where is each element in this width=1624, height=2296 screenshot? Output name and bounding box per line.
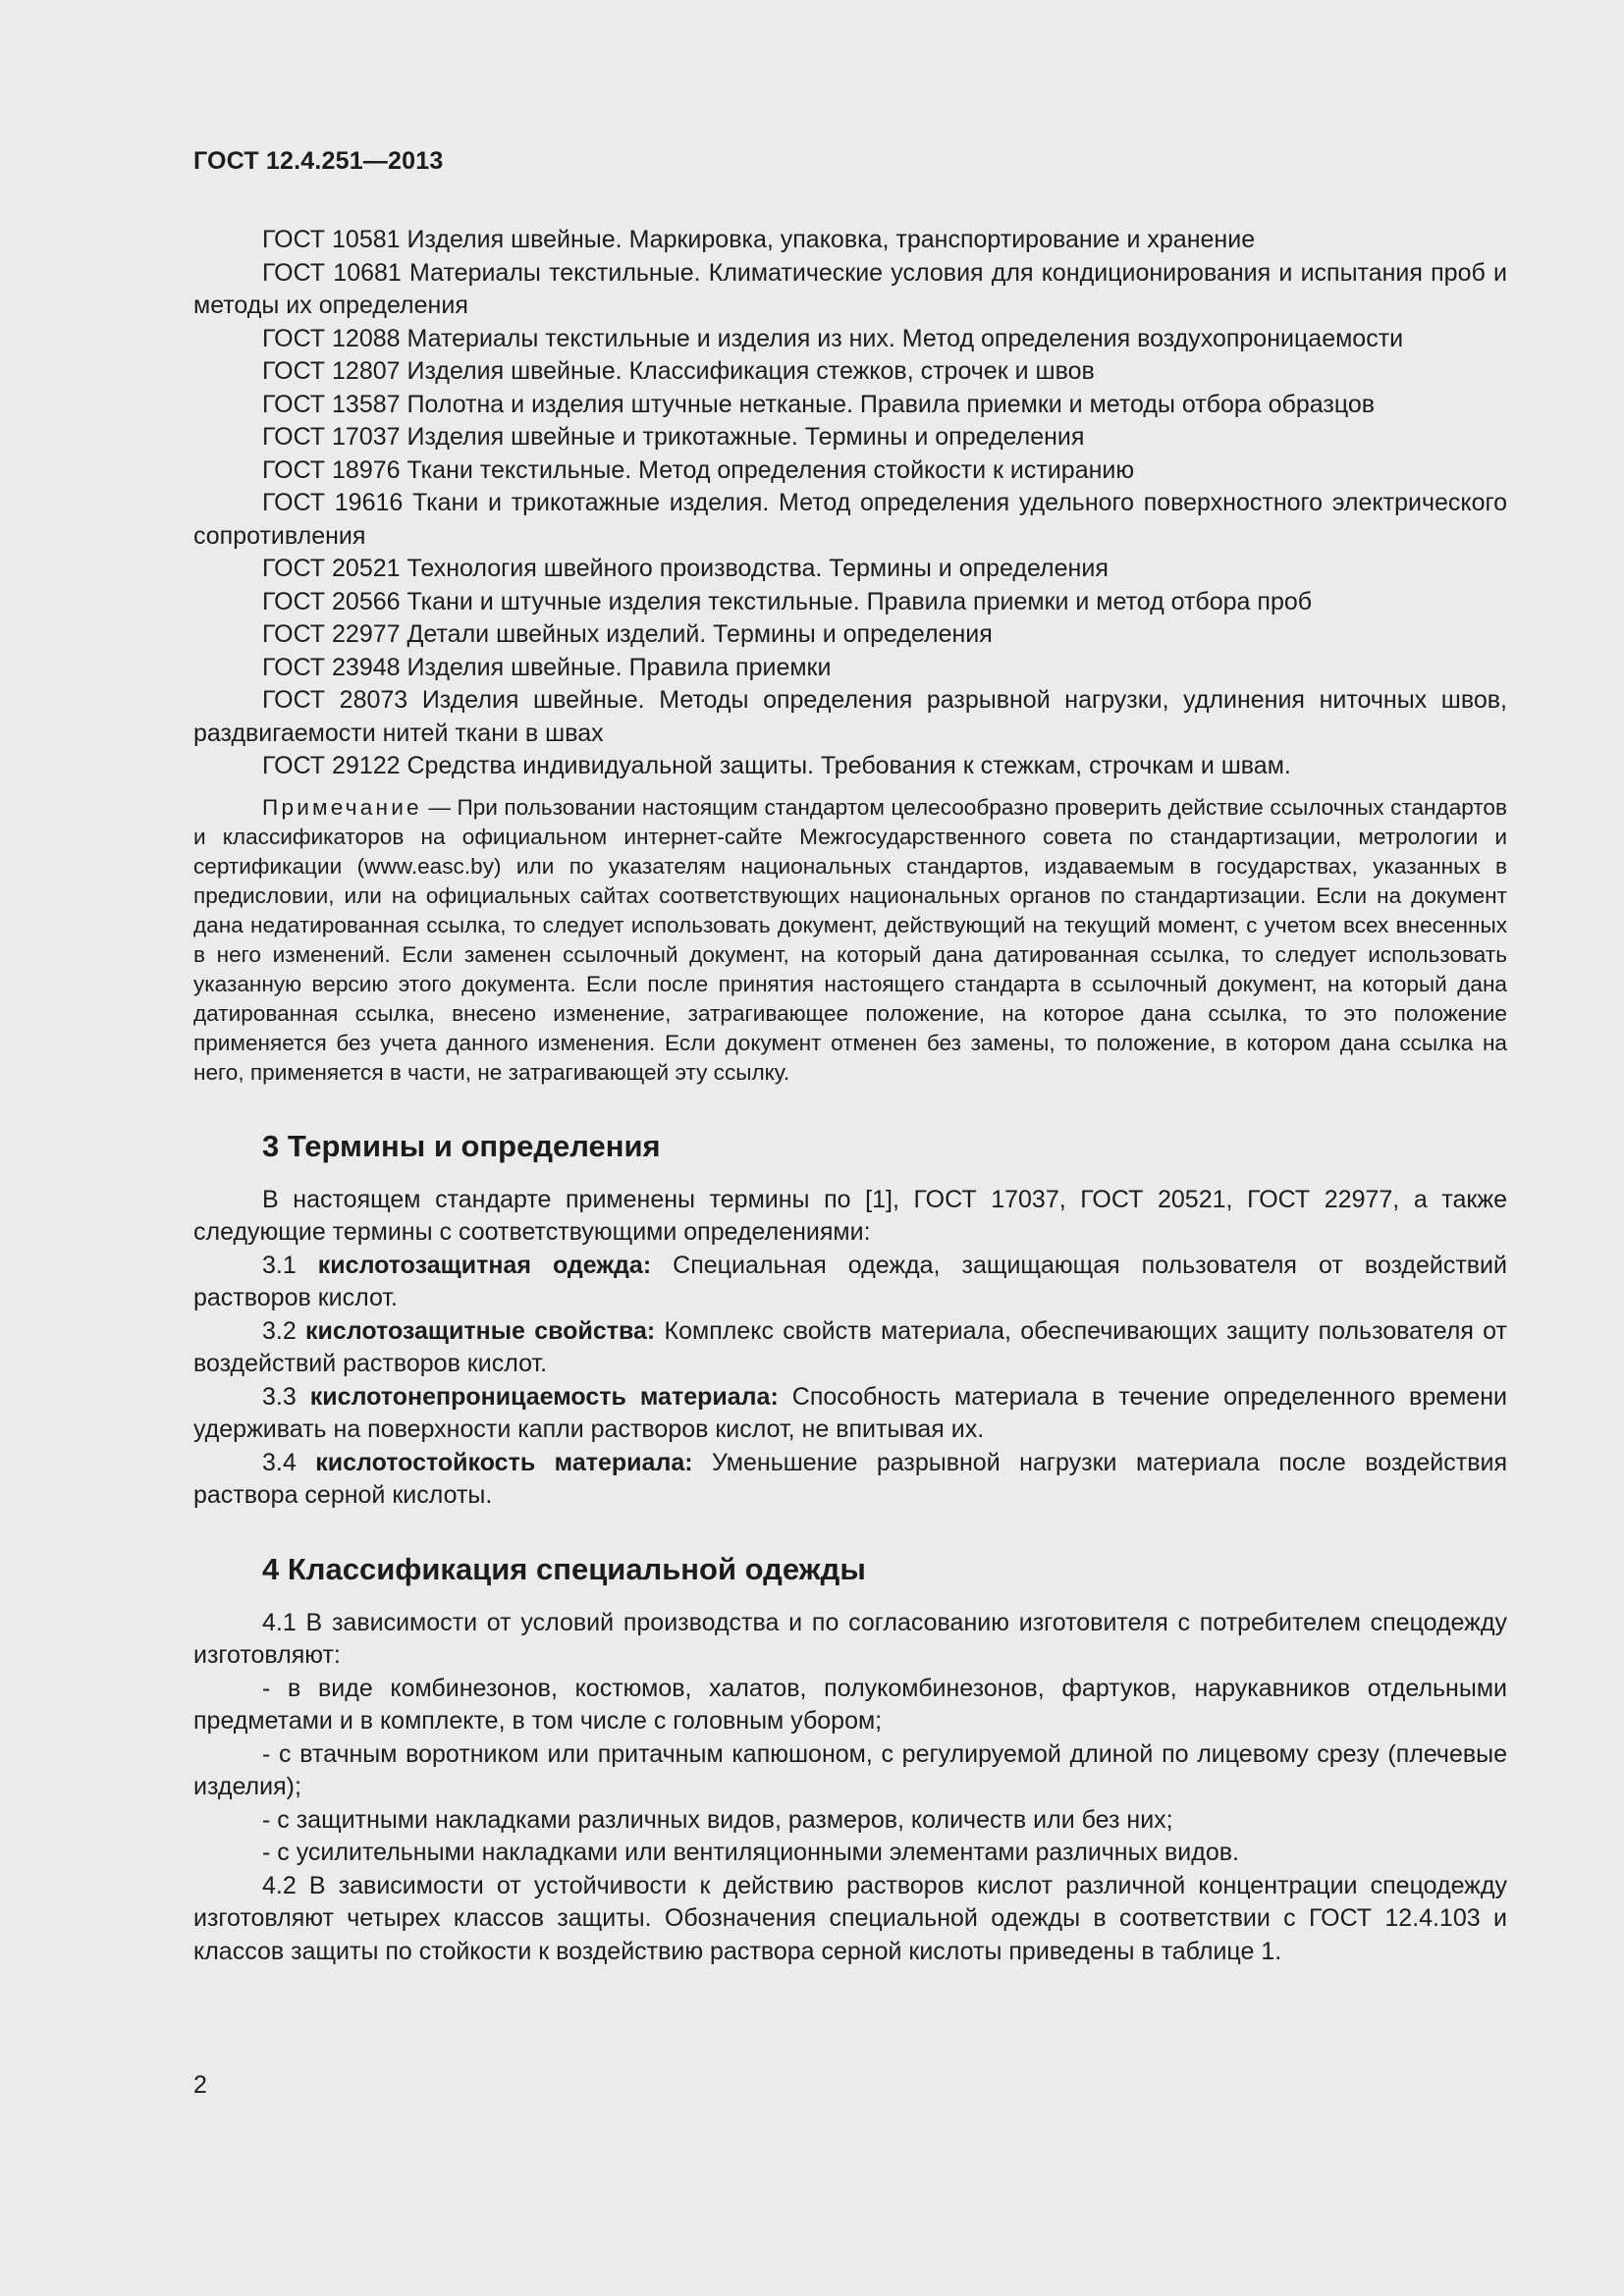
reference-code: ГОСТ 19616 bbox=[262, 489, 404, 516]
reference-item bbox=[193, 750, 1507, 783]
term-definition: Специальная одежда, защищающая пользователя от воздействий растворов кислот. bbox=[193, 1251, 1507, 1311]
page-header: ГОСТ 12.4.251—2013 bbox=[193, 147, 444, 175]
term-number: 3.1 bbox=[262, 1251, 318, 1279]
section-4-list-item: - с втачным воротником или притачным капюшоном, с регулируемой длиной по лицевому срезу (плечевые изделия); bbox=[193, 1739, 1507, 1800]
reference-code: ГОСТ 29122 bbox=[262, 752, 401, 779]
reference-code: ГОСТ 12807 bbox=[262, 357, 401, 385]
term-definition: Комплекс свойств материала, обеспечивающих защиту пользователя от воздействий растворов кислот. bbox=[193, 1316, 1507, 1377]
reference-code: ГОСТ 18976 bbox=[262, 455, 401, 484]
reference-title: Материалы текстильные и изделия из них. Метод определения воздухопроницаемости bbox=[406, 324, 1404, 352]
reference-title: Средства индивидуальной защиты. Требования к стежкам, строчкам и швам. bbox=[406, 752, 1291, 779]
section-3-title: 3 Термины и определения bbox=[262, 1128, 661, 1163]
section-4-title: 4 Классификация специальной одежды bbox=[262, 1551, 866, 1586]
reference-item bbox=[193, 684, 1507, 750]
term-item bbox=[193, 1315, 1507, 1381]
note-text: — При пользовании настоящим стандартом целесообразно проверить действие ссылочных стандартов и классификаторов на официальном интернет-сайте Межгосударственного совета по стандартизации, метрологии и сертификации (www.easc.by) или по указателям национальных стандартов, издаваемым в государствах, указанных в предисловии, или на официальных сайтах соответствующих национальных органов по стандартизации. Если на документ дана недатированная ссылка, то следует использовать документ, действующий на текущий момент, с учетом всех внесенных в него изменений. Если заменен ссылочный документ, на который дана датированная ссылка, то следует использовать указанную версию этого документа. Если после принятия настоящего стандарта в ссылочный документ, на который дана датированная ссылка, внесено изменение, затрагивающее положение, на которое дана ссылка, то это положение применяется без учета данного изменения. Если документ отменен без замены, то положение, в котором дана ссылка на него, применяется в части, не затрагивающей эту ссылку. bbox=[193, 794, 1507, 1085]
reference-title: Технология швейного производства. Термины и определения bbox=[406, 555, 1109, 582]
section-4-paragraph: 4.1 В зависимости от условий производства и по согласованию изготовителя с потребителем спецодежду изготовляют: bbox=[193, 1608, 1507, 1669]
reference-item bbox=[193, 421, 1507, 454]
reference-item bbox=[193, 323, 1507, 356]
reference-code: ГОСТ 28073 bbox=[262, 686, 408, 714]
term-item bbox=[193, 1447, 1507, 1513]
section-4-list-item: - с усилительными накладками или вентиляционными элементами различных видов. bbox=[262, 1839, 1239, 1866]
term-name: кислотостойкость материала: bbox=[315, 1448, 693, 1476]
reference-title: Материалы текстильные. Климатические условия для кондиционирования и испытания проб и методы их определения bbox=[193, 258, 1507, 319]
normative-references-list bbox=[193, 224, 1507, 783]
term-number: 3.3 bbox=[262, 1382, 310, 1411]
reference-title: Ткани и трикотажные изделия. Метод определения удельного поверхностного электрического сопротивления bbox=[193, 489, 1507, 550]
reference-item bbox=[193, 257, 1507, 323]
term-number: 3.2 bbox=[262, 1316, 306, 1345]
term-name: кислотонепроницаемость материала: bbox=[309, 1382, 779, 1411]
term-item bbox=[193, 1381, 1507, 1447]
note-label: Примечание bbox=[262, 794, 422, 820]
reference-title: Изделия швейные. Правила приемки bbox=[406, 653, 832, 681]
reference-code: ГОСТ 12088 bbox=[262, 324, 401, 352]
reference-code: ГОСТ 23948 bbox=[262, 653, 401, 681]
reference-code: ГОСТ 22977 bbox=[262, 620, 401, 648]
reference-title: Полотна и изделия штучные нетканые. Правила приемки и методы отбора образцов bbox=[406, 390, 1376, 418]
reference-item bbox=[193, 389, 1507, 422]
term-number: 3.4 bbox=[262, 1448, 316, 1476]
term-definition: Уменьшение разрывной нагрузки материала после воздействия раствора серной кислоты. bbox=[193, 1448, 1507, 1509]
page-number: 2 bbox=[193, 2071, 207, 2099]
reference-item bbox=[193, 652, 1507, 685]
reference-item bbox=[193, 454, 1507, 488]
reference-item bbox=[193, 224, 1507, 257]
reference-code: ГОСТ 10581 bbox=[262, 226, 401, 253]
term-name: кислотозащитные свойства: bbox=[305, 1316, 656, 1345]
term-definition: Способность материала в течение определенного времени удерживать на поверхности капли растворов кислот, не впитывая их. bbox=[193, 1382, 1507, 1443]
reference-item bbox=[193, 487, 1507, 553]
reference-title: Ткани и штучные изделия текстильные. Правила приемки и метод отбора проб bbox=[406, 587, 1313, 615]
reference-item bbox=[193, 586, 1507, 619]
reference-title: Изделия швейные. Методы определения разрывной нагрузки, удлинения ниточных швов, раздвигаемости нитей ткани в швах bbox=[193, 686, 1507, 747]
reference-item bbox=[193, 618, 1507, 652]
term-item bbox=[193, 1250, 1507, 1315]
reference-code: ГОСТ 17037 bbox=[262, 423, 401, 451]
reference-item bbox=[193, 355, 1507, 389]
section-3-intro: В настоящем стандарте применены термины по [1], ГОСТ 17037, ГОСТ 20521, ГОСТ 22977, а также следующие термины с соответствующими определениями: bbox=[193, 1185, 1507, 1246]
reference-title: Изделия швейные. Классификация стежков, строчек и швов bbox=[406, 357, 1095, 385]
reference-title: Детали швейных изделий. Термины и определения bbox=[406, 620, 993, 648]
reference-code: ГОСТ 20521 bbox=[262, 555, 401, 582]
reference-title: Ткани текстильные. Метод определения стойкости к истиранию bbox=[406, 455, 1135, 484]
section-4-paragraph: 4.2 В зависимости от устойчивости к действию растворов кислот различной концентрации спецодежду изготовляют четырех классов защиты. Обозначения специальной одежды в соответствии с ГОСТ 12.4.103 и классов защиты по стойкости к воздействию раствора серной кислоты приведены в таблице 1. bbox=[193, 1871, 1507, 1965]
reference-code: ГОСТ 20566 bbox=[262, 587, 401, 615]
reference-code: ГОСТ 10681 bbox=[262, 258, 402, 287]
reference-item bbox=[193, 553, 1507, 586]
section-4-list-item: - в виде комбинезонов, костюмов, халатов, полукомбинезонов, фартуков, нарукавников отдельными предметами и в комплекте, в том числе с головным убором; bbox=[193, 1674, 1507, 1735]
term-name: кислотозащитная одежда: bbox=[317, 1251, 652, 1279]
reference-title: Изделия швейные. Маркировка, упаковка, транспортирование и хранение bbox=[406, 226, 1256, 253]
page-content bbox=[193, 224, 1507, 1968]
reference-code: ГОСТ 13587 bbox=[262, 390, 401, 418]
section-4-list-item: - с защитными накладками различных видов, размеров, количеств или без них; bbox=[262, 1805, 1173, 1834]
note-paragraph bbox=[193, 793, 1507, 1088]
reference-title: Изделия швейные и трикотажные. Термины и определения bbox=[406, 423, 1085, 451]
